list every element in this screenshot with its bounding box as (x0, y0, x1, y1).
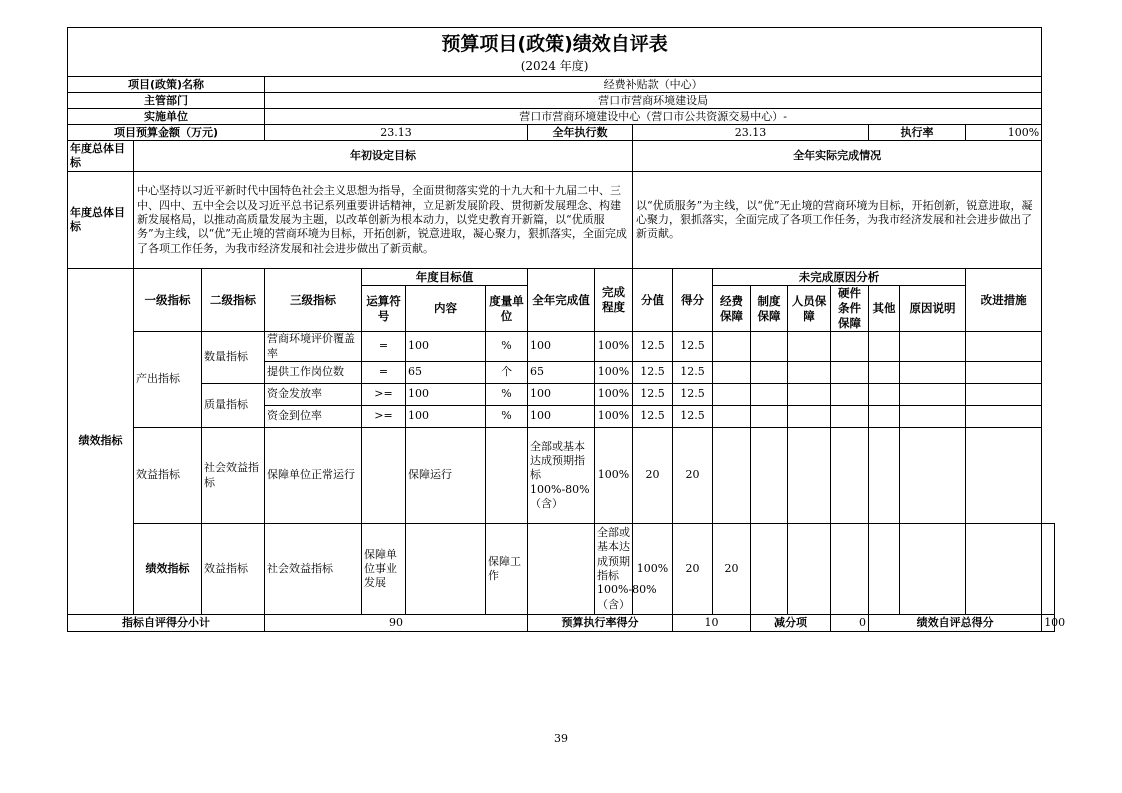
r3-content: 100 (406, 384, 486, 406)
r1-content: 100 (406, 332, 486, 362)
budget-label: 项目预算金额（万元) (68, 125, 265, 141)
r5-level1: 效益指标 (134, 428, 202, 524)
r4-funding (713, 406, 751, 428)
r2-name: 提供工作岗位数 (265, 362, 362, 384)
deduct-value: 0 (831, 615, 869, 632)
r2-explain (900, 362, 966, 384)
explain-header: 原因说明 (900, 286, 966, 332)
got-header: 得分 (673, 269, 713, 332)
unit-value: 营口市营商环境建设中心（营口市公共资源交易中心）- (265, 109, 1042, 125)
goal-side-label-2: 年度总体目标 (68, 172, 134, 269)
r5-other (869, 428, 900, 524)
r4-improve (966, 406, 1042, 428)
r1-other (869, 332, 900, 362)
project-name-label: 项目(政策)名称 (68, 77, 265, 93)
r5-degree: 100% (595, 428, 633, 524)
content-header: 内容 (406, 286, 486, 332)
r4-degree: 100% (595, 406, 633, 428)
r5-op (362, 428, 406, 524)
r5-funding (713, 428, 751, 524)
executed-value: 23.13 (633, 125, 869, 141)
r1-explain (900, 332, 966, 362)
r5-improve (966, 428, 1042, 524)
exec-score-value: 10 (673, 615, 751, 632)
exec-score-label: 预算执行率得分 (528, 615, 673, 632)
level1-header: 一级指标 (134, 269, 202, 332)
r5-done: 全部或基本达成预期指标100%-80%（含） (528, 428, 595, 524)
performance-self-evaluation-table (67, 27, 1066, 632)
r6-funding (751, 524, 788, 615)
r6-other (900, 524, 966, 615)
budget-value: 23.13 (265, 125, 528, 141)
r1-hardware (831, 332, 869, 362)
system-header: 制度保障 (751, 286, 788, 332)
goal-side-label: 年度总体目标 (68, 141, 134, 172)
unit-header: 度量单位 (486, 286, 528, 332)
dept-label: 主管部门 (68, 93, 265, 109)
level2-header: 二级指标 (202, 269, 265, 332)
r3-got: 12.5 (673, 384, 713, 406)
r1-score: 12.5 (633, 332, 673, 362)
r4-other (869, 406, 900, 428)
r2-got: 12.5 (673, 362, 713, 384)
annual-target-header: 年度目标值 (362, 269, 528, 286)
r1-done: 100 (528, 332, 595, 362)
hardware-header: 硬件条件保障 (831, 286, 869, 332)
r4-score: 12.5 (633, 406, 673, 428)
r3-staff (788, 384, 831, 406)
r1-got: 12.5 (673, 332, 713, 362)
completed-header: 全年完成值 (528, 269, 595, 332)
r6-explain (966, 524, 1042, 615)
r3-name: 资金发放率 (265, 384, 362, 406)
r3-unit: % (486, 384, 528, 406)
r6-level1: 效益指标 (202, 524, 265, 615)
form-year: (2024 年度) (68, 57, 1042, 77)
r4-hardware (831, 406, 869, 428)
r6-score: 20 (673, 524, 713, 615)
r4-explain (900, 406, 966, 428)
r5-staff (788, 428, 831, 524)
r6-degree: 100% (633, 524, 673, 615)
r5-content: 保障运行 (406, 428, 486, 524)
quality-indicator: 质量指标 (202, 384, 265, 428)
r6-op (406, 524, 486, 615)
executed-label: 全年执行数 (528, 125, 633, 141)
funding-header: 经费保障 (713, 286, 751, 332)
r2-content: 65 (406, 362, 486, 384)
r4-op: >= (362, 406, 406, 428)
r6-improve (1042, 524, 1055, 615)
r3-explain (900, 384, 966, 406)
r2-hardware (831, 362, 869, 384)
r3-score: 12.5 (633, 384, 673, 406)
r6-perf-label: 绩效指标 (134, 524, 202, 615)
r1-unit: % (486, 332, 528, 362)
r6-content: 保障工作 (486, 524, 528, 615)
r5-name: 保障单位正常运行 (265, 428, 362, 524)
quantity-indicator: 数量指标 (202, 332, 265, 384)
r3-hardware (831, 384, 869, 406)
subtotal-label: 指标自评得分小计 (68, 615, 265, 632)
r6-name: 保障单位事业发展 (362, 524, 406, 615)
r6-system (788, 524, 831, 615)
r4-done: 100 (528, 406, 595, 428)
r2-system (751, 362, 788, 384)
actual-goal-header: 全年实际完成情况 (633, 141, 1042, 172)
r5-explain (900, 428, 966, 524)
r2-improve (966, 362, 1042, 384)
degree-header: 完成程度 (595, 269, 633, 332)
project-name: 经费补贴款（中心） (265, 77, 1042, 93)
r3-op: >= (362, 384, 406, 406)
r1-degree: 100% (595, 332, 633, 362)
r6-level2: 社会效益指标 (265, 524, 362, 615)
rate-value: 100% (966, 125, 1042, 141)
r6-done: 全部或基本达成预期指标100%-80%（含） (595, 524, 633, 615)
score-header: 分值 (633, 269, 673, 332)
reasons-header: 未完成原因分析 (713, 269, 966, 286)
actual-goal-text: 以“优质服务”为主线，以“优”无止境的营商环境为目标，开拓创新，锐意进取，凝心聚力，狠抓落实，全面完成了各项工作任务，为我市经济发展和社会进步做出了新贡献。 (633, 172, 1042, 269)
operator-header: 运算符号 (362, 286, 406, 332)
staff-header: 人员保障 (788, 286, 831, 332)
r5-got: 20 (673, 428, 713, 524)
rate-label: 执行率 (869, 125, 966, 141)
r4-staff (788, 406, 831, 428)
r3-degree: 100% (595, 384, 633, 406)
subtotal-value: 90 (265, 615, 528, 632)
r3-improve (966, 384, 1042, 406)
r2-done: 65 (528, 362, 595, 384)
r4-system (751, 406, 788, 428)
total-value: 100 (1042, 615, 1055, 632)
r6-staff (831, 524, 869, 615)
dept-value: 营口市营商环境建设局 (265, 93, 1042, 109)
other-header: 其他 (869, 286, 900, 332)
deduct-label: 减分项 (751, 615, 831, 632)
r6-got: 20 (713, 524, 751, 615)
r3-other (869, 384, 900, 406)
unit-label: 实施单位 (68, 109, 265, 125)
r1-staff (788, 332, 831, 362)
r5-system (751, 428, 788, 524)
r2-degree: 100% (595, 362, 633, 384)
r2-other (869, 362, 900, 384)
initial-goal-text: 中心坚持以习近平新时代中国特色社会主义思想为指导，全面贯彻落实党的十九大和十九届二中、三中、四中、五中全会以及习近平总书记系列重要讲话精神，立足新发展阶段、贯彻新发展理念、构建新发展格局，以推动高质量发展为主题，以改革创新为根本动力，以党史教育开新篇，以“优质服务”为主线，以“优”无止境的营商环境为目标，开拓创新，锐意进取，凝心聚力，狠抓落实，全面完成了各项工作任务，为我市经济发展和社会进步做出了新贡献。 (134, 172, 633, 269)
r1-funding (713, 332, 751, 362)
r1-improve (966, 332, 1042, 362)
r2-staff (788, 362, 831, 384)
r2-op: = (362, 362, 406, 384)
r2-score: 12.5 (633, 362, 673, 384)
r1-op: = (362, 332, 406, 362)
initial-goal-header: 年初设定目标 (134, 141, 633, 172)
output-indicator: 产出指标 (134, 332, 202, 428)
r1-name: 营商环境评价覆盖率 (265, 332, 362, 362)
r3-funding (713, 384, 751, 406)
r4-unit: % (486, 406, 528, 428)
r3-done: 100 (528, 384, 595, 406)
r5-unit (486, 428, 528, 524)
r5-level2: 社会效益指标 (202, 428, 265, 524)
r1-system (751, 332, 788, 362)
r5-score: 20 (633, 428, 673, 524)
r6-hardware (869, 524, 900, 615)
r2-unit: 个 (486, 362, 528, 384)
r2-funding (713, 362, 751, 384)
r4-content: 100 (406, 406, 486, 428)
r4-got: 12.5 (673, 406, 713, 428)
improve-header: 改进措施 (966, 269, 1042, 332)
form-title: 预算项目(政策)绩效自评表 (68, 28, 1042, 57)
level3-header: 三级指标 (265, 269, 362, 332)
r6-unit (528, 524, 595, 615)
perf-label: 绩效指标 (68, 269, 134, 615)
page-number: 39 (554, 732, 568, 745)
total-label: 绩效自评总得分 (869, 615, 1042, 632)
r3-system (751, 384, 788, 406)
r4-name: 资金到位率 (265, 406, 362, 428)
r5-hardware (831, 428, 869, 524)
